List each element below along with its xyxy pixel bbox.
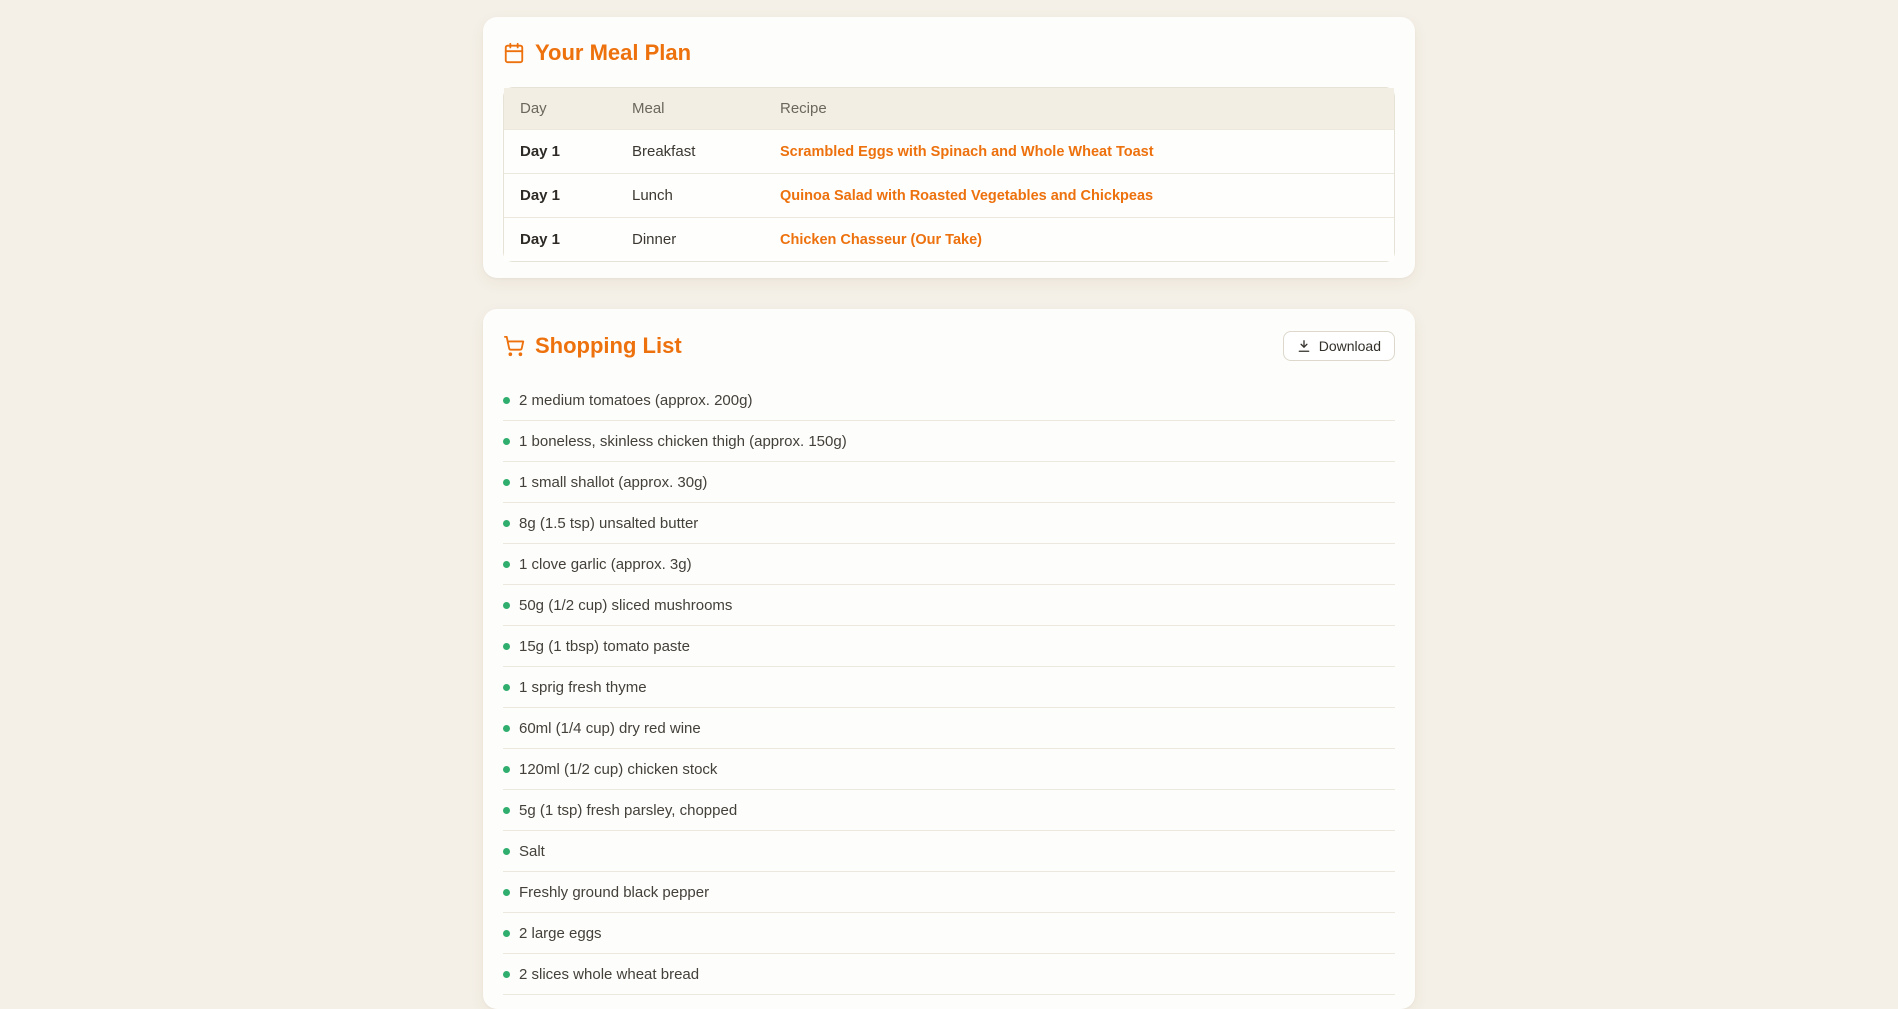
shopping-item-text: Freshly ground black pepper xyxy=(519,883,710,901)
shopping-item-text: 2 medium tomatoes (approx. 200g) xyxy=(519,391,753,409)
bullet-icon xyxy=(503,520,510,527)
download-button-label: Download xyxy=(1318,338,1381,354)
meal-plan-title xyxy=(503,39,1395,67)
recipe-link[interactable]: Chicken Chasseur (Our Take) xyxy=(780,231,982,248)
calendar-icon xyxy=(503,42,525,64)
shopping-item-text: 1 boneless, skinless chicken thigh (approx. 150g) xyxy=(519,432,847,450)
shopping-item-text: 2 slices whole wheat bread xyxy=(519,965,700,983)
bullet-icon xyxy=(503,725,510,732)
shopping-list-header xyxy=(503,331,1395,361)
bullet-icon xyxy=(503,848,510,855)
meal-plan-card xyxy=(483,17,1415,278)
list-item xyxy=(503,708,1395,749)
list-item xyxy=(503,626,1395,667)
list-item xyxy=(503,831,1395,872)
shopping-item-text: 60ml (1/4 cup) dry red wine xyxy=(519,719,701,737)
table-header xyxy=(504,88,1394,129)
list-item xyxy=(503,585,1395,626)
shopping-item-text: 2 large eggs xyxy=(519,924,602,942)
bullet-icon xyxy=(503,889,510,896)
header-day: Day xyxy=(504,88,616,129)
list-item xyxy=(503,872,1395,913)
meal-cell: Lunch xyxy=(616,173,764,217)
shopping-item-text: 15g (1 tbsp) tomato paste xyxy=(519,637,690,655)
page xyxy=(483,0,1415,1009)
list-item xyxy=(503,913,1395,954)
recipe-link[interactable]: Quinoa Salad with Roasted Vegetables and Chickpeas xyxy=(780,187,1154,204)
list-item xyxy=(503,667,1395,708)
list-item xyxy=(503,749,1395,790)
shopping-item-text: 50g (1/2 cup) sliced mushrooms xyxy=(519,596,733,614)
shopping-item-text: Salt xyxy=(519,842,545,860)
meal-plan-table xyxy=(503,87,1395,262)
shopping-item-text: 1 clove garlic (approx. 3g) xyxy=(519,555,692,573)
bullet-icon xyxy=(503,684,510,691)
meal-plan-title-text: Your Meal Plan xyxy=(535,40,692,65)
shopping-item-text: 1 sprig fresh thyme xyxy=(519,678,647,696)
table-row xyxy=(504,129,1394,173)
list-item xyxy=(503,421,1395,462)
bullet-icon xyxy=(503,602,510,609)
bullet-icon xyxy=(503,971,510,978)
day-cell: Day 1 xyxy=(504,129,616,173)
bullet-icon xyxy=(503,561,510,568)
shopping-item-text: 120ml (1/2 cup) chicken stock xyxy=(519,760,718,778)
shopping-item-text: 1 small shallot (approx. 30g) xyxy=(519,473,708,491)
table-row xyxy=(504,173,1394,217)
shopping-list-title xyxy=(503,332,682,360)
list-item xyxy=(503,503,1395,544)
download-icon xyxy=(1297,339,1311,353)
shopping-item-text: 8g (1.5 tsp) unsalted butter xyxy=(519,514,699,532)
header-recipe: Recipe xyxy=(764,88,1394,129)
list-item xyxy=(503,380,1395,421)
table-row xyxy=(504,217,1394,261)
day-cell: Day 1 xyxy=(504,173,616,217)
bullet-icon xyxy=(503,479,510,486)
list-item xyxy=(503,544,1395,585)
meal-cell: Breakfast xyxy=(616,129,764,173)
shopping-list-card xyxy=(483,309,1415,1009)
recipe-link[interactable]: Scrambled Eggs with Spinach and Whole Wheat Toast xyxy=(780,143,1154,160)
bullet-icon xyxy=(503,438,510,445)
shopping-list-title-text: Shopping List xyxy=(535,333,682,358)
shopping-item-text: 5g (1 tsp) fresh parsley, chopped xyxy=(519,801,738,819)
bullet-icon xyxy=(503,930,510,937)
bullet-icon xyxy=(503,766,510,773)
bullet-icon xyxy=(503,397,510,404)
header-meal: Meal xyxy=(616,88,764,129)
list-item xyxy=(503,954,1395,995)
list-item xyxy=(503,462,1395,503)
list-item xyxy=(503,790,1395,831)
meal-cell: Dinner xyxy=(616,217,764,261)
day-cell: Day 1 xyxy=(504,217,616,261)
shopping-list xyxy=(503,380,1395,995)
download-button[interactable] xyxy=(1283,331,1395,361)
bullet-icon xyxy=(503,643,510,650)
shopping-cart-icon xyxy=(503,335,525,357)
bullet-icon xyxy=(503,807,510,814)
